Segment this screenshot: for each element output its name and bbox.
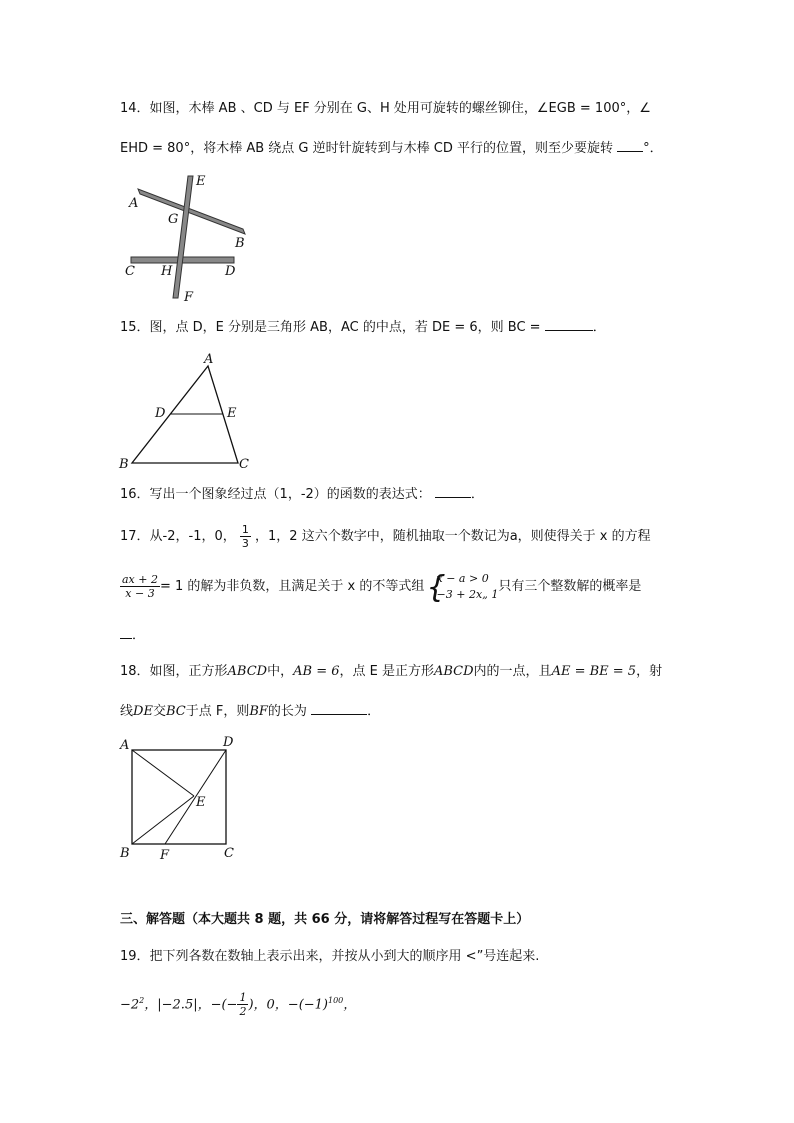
q14-line2 bbox=[120, 139, 663, 158]
label-C: C bbox=[125, 264, 135, 279]
q19-n1-exp: 2 bbox=[139, 996, 145, 1005]
q16-answer-blank bbox=[435, 485, 471, 498]
q17-ineq1: { x − a > 0 bbox=[436, 571, 489, 585]
q19-n2: ，|−2.5|，−(− bbox=[144, 997, 238, 1013]
q17-eq-num: ax + 2 bbox=[122, 573, 158, 586]
label-E: E bbox=[196, 795, 206, 810]
q18-square2: ABCD bbox=[433, 664, 474, 679]
label-G: G bbox=[168, 212, 179, 227]
q18-line2 bbox=[120, 702, 380, 721]
q17-inequality-system bbox=[429, 571, 499, 603]
rod-ef bbox=[173, 176, 193, 298]
label-B: B bbox=[119, 457, 129, 472]
label-B: B bbox=[235, 236, 245, 251]
segment-be bbox=[132, 796, 194, 844]
q17-equation-fraction bbox=[120, 573, 160, 600]
q17-part1: 17．从-2，-1，0， bbox=[120, 529, 236, 544]
q19-n4: ， bbox=[343, 997, 357, 1013]
q15-answer-blank bbox=[545, 318, 593, 331]
label-A: A bbox=[120, 738, 130, 753]
label-E: E bbox=[227, 406, 237, 421]
q15-tail: ． bbox=[592, 320, 606, 335]
q17-answer-blank bbox=[120, 626, 132, 639]
label-D: D bbox=[223, 735, 234, 750]
q18-figure bbox=[118, 735, 248, 865]
q18-de: DE bbox=[133, 704, 153, 719]
q19-n1: −2 bbox=[120, 997, 140, 1013]
label-F: F bbox=[160, 848, 170, 863]
q17-part2: ，1，2 这六个数字中，随机抽取一个数记为a，则使得关于 x 的方程 bbox=[255, 529, 651, 544]
q17-eq-rhs: = 1 的解为非负数，且满足关于 x 的不等式组 bbox=[159, 579, 425, 594]
q19-n3: )，0，−(−1) bbox=[248, 997, 328, 1013]
q18-ae: AE = BE = 5 bbox=[551, 664, 637, 679]
q17-frac-num: 1 bbox=[241, 523, 249, 536]
label-C: C bbox=[239, 457, 249, 472]
q16-line bbox=[120, 485, 484, 504]
q14-text2: EHD = 80°，将木棒 AB 绕点 G 逆时针旋转到与木棒 CD 平行的位置，则至少要旋转 bbox=[120, 141, 613, 156]
q18-line2a: 线 bbox=[120, 704, 134, 719]
q17-frac-den: 3 bbox=[241, 537, 249, 550]
q18-bf: BF bbox=[249, 704, 268, 719]
q18-part2: 中， bbox=[267, 664, 294, 679]
q18-part5: ，射 bbox=[636, 664, 663, 679]
q14-text1: 14．如图，木棒 AB 、CD 与 EF 分别在 G、H 处用可旋转的螺丝铆住，∠EGB = 100°，∠ bbox=[120, 101, 651, 116]
q14-tail: °． bbox=[643, 141, 663, 156]
label-A: A bbox=[204, 352, 214, 367]
q18-line1 bbox=[120, 663, 662, 681]
q18-line2b: 交 bbox=[152, 704, 166, 719]
q14-figure bbox=[120, 170, 260, 305]
q14-line1 bbox=[120, 100, 651, 118]
q18-tail: ． bbox=[367, 704, 381, 719]
section-3-title: 三、解答题（本大题共 8 题，共 66 分，请将解答过程写在答题卡上） bbox=[120, 912, 530, 927]
q19-numbers bbox=[120, 984, 356, 1022]
q17-tail: ． bbox=[132, 628, 146, 643]
q17-part3: 只有三个整数解的概率是 bbox=[498, 579, 642, 594]
square-abcd bbox=[132, 750, 226, 844]
q19-n3-exp: 100 bbox=[328, 996, 344, 1005]
q15-text: 15．图，点 D，E 分别是三角形 AB，AC 的中点，若 DE = 6，则 BC = bbox=[120, 320, 541, 335]
label-D: D bbox=[155, 406, 166, 421]
label-F: F bbox=[184, 290, 194, 305]
q18-line2c: 于点 F，则 bbox=[185, 704, 250, 719]
label-A: A bbox=[129, 196, 139, 211]
q18-line2d: 的长为 bbox=[267, 704, 307, 719]
q17-line2 bbox=[120, 568, 641, 606]
q19-frac-den: 2 bbox=[239, 1005, 247, 1019]
q17-eq-den: x − 3 bbox=[125, 587, 155, 600]
q17-ineq2: −3 + 2x„ 1 bbox=[436, 587, 499, 601]
q19-fraction bbox=[237, 991, 248, 1018]
q15-figure bbox=[118, 350, 258, 475]
q16-tail: ． bbox=[470, 487, 484, 502]
rod-ab bbox=[138, 189, 245, 234]
section-3-heading bbox=[120, 911, 529, 929]
label-D: D bbox=[225, 264, 236, 279]
q19-line1 bbox=[120, 948, 539, 966]
segment-ae bbox=[132, 750, 194, 796]
q17-line3 bbox=[120, 626, 145, 645]
q19-frac-num: 1 bbox=[239, 991, 247, 1005]
label-H: H bbox=[161, 264, 173, 279]
q18-ab: AB = 6 bbox=[293, 664, 340, 679]
q18-part3: ，点 E 是正方形 bbox=[339, 664, 434, 679]
label-B: B bbox=[120, 846, 130, 861]
q18-bc: BC bbox=[165, 704, 186, 719]
q18-answer-blank bbox=[311, 702, 367, 715]
q17-line1 bbox=[120, 520, 651, 554]
q15-line bbox=[120, 318, 606, 337]
label-E: E bbox=[196, 174, 206, 189]
q18-part1: 18．如图，正方形 bbox=[120, 664, 228, 679]
q18-square: ABCD bbox=[227, 664, 268, 679]
q18-part4: 内的一点，且 bbox=[473, 664, 552, 679]
q16-text: 16．写出一个图象经过点（1，-2）的函数的表达式： bbox=[120, 487, 431, 502]
q17-fraction bbox=[240, 523, 251, 550]
label-C: C bbox=[224, 846, 234, 861]
q14-answer-blank bbox=[617, 139, 643, 152]
q19-text: 19．把下列各数在数轴上表示出来，并按从小到大的顺序用 <”号连起来. bbox=[120, 949, 540, 964]
